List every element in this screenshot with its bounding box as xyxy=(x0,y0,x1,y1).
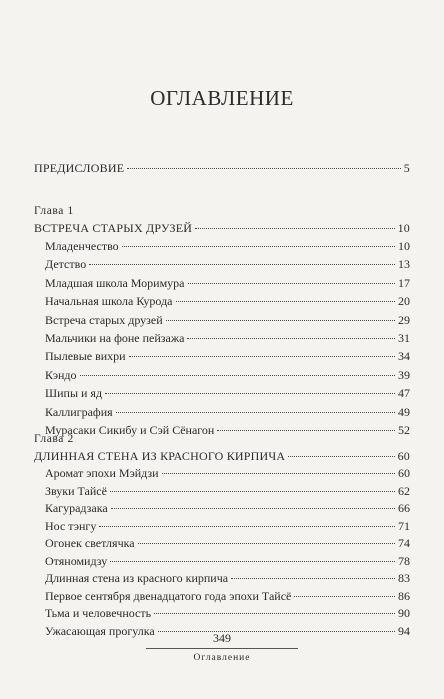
toc-label: Кэндо xyxy=(45,367,77,382)
dot-leader xyxy=(80,375,395,376)
toc-label: Огонек светлячка xyxy=(45,536,135,550)
toc-label: Длинная стена из красного кирпича xyxy=(45,571,229,585)
dot-leader xyxy=(99,526,395,527)
footer-divider xyxy=(146,648,298,649)
toc-label: Первое сентября двенадцатого года эпохи Тайсё xyxy=(45,588,292,603)
toc-page-number: 29 xyxy=(398,312,410,327)
toc-label: ВСТРЕЧА СТАРЫХ ДРУЗЕЙ xyxy=(34,221,193,235)
toc-entry[interactable] xyxy=(45,312,410,328)
toc-page-number: 71 xyxy=(398,518,410,533)
toc-label: ПРЕДИСЛОВИЕ xyxy=(34,161,125,175)
toc-entry[interactable] xyxy=(45,588,410,604)
toc-page-number: 39 xyxy=(398,367,410,382)
toc-label: ДЛИННАЯ СТЕНА ИЗ КРАСНОГО КИРПИЧА xyxy=(34,449,286,463)
toc-entry[interactable] xyxy=(45,518,410,534)
dot-leader xyxy=(187,338,395,339)
toc-page-number: 86 xyxy=(398,588,410,603)
toc-label: Младенчество xyxy=(45,239,119,253)
toc-entry[interactable] xyxy=(45,422,410,438)
toc-entry[interactable] xyxy=(45,385,410,401)
toc-page-number: 60 xyxy=(398,466,410,480)
toc-label: Мурасаки Сикибу и Сэй Сёнагон xyxy=(45,423,215,437)
toc-label: Звуки Тайсё xyxy=(45,483,107,498)
dot-leader xyxy=(105,393,395,394)
toc-entry[interactable] xyxy=(45,605,410,621)
toc-page-number: 62 xyxy=(398,483,410,498)
toc-label: Нос тэнгу xyxy=(45,518,97,533)
toc-label: Тьма и человечность xyxy=(45,606,152,620)
toc-page-number: 10 xyxy=(398,239,410,253)
toc-entry[interactable] xyxy=(45,535,410,551)
chapter-2-heading: Глава 2 xyxy=(34,433,74,445)
dot-leader xyxy=(217,430,395,431)
toc-page-number: 83 xyxy=(398,571,410,585)
dot-leader xyxy=(231,578,395,579)
toc-entry[interactable] xyxy=(45,256,410,272)
toc-label: Отяномидзу xyxy=(45,553,108,568)
dot-leader xyxy=(188,283,395,284)
toc-label: Встреча старых друзей xyxy=(45,312,163,327)
toc-page-number: 66 xyxy=(398,501,410,515)
toc-label: Кагурадзака xyxy=(45,501,108,515)
chapter-1-heading: Глава 1 xyxy=(34,205,74,217)
running-footer: Оглавление xyxy=(193,653,251,663)
toc-page-number: 47 xyxy=(398,386,410,401)
toc-page-number: 17 xyxy=(398,275,410,290)
dot-leader xyxy=(89,264,395,265)
toc-page-number: 34 xyxy=(398,349,410,364)
dot-leader xyxy=(110,561,395,562)
toc-entry[interactable] xyxy=(45,404,410,420)
dot-leader xyxy=(162,473,395,474)
toc-page-number: 5 xyxy=(403,161,410,175)
toc-page-number: 10 xyxy=(397,221,410,235)
toc-page-number: 49 xyxy=(398,404,410,419)
dot-leader xyxy=(288,456,394,457)
toc-entry-chapter-1[interactable] xyxy=(34,220,410,236)
toc-entry-chapter-2[interactable] xyxy=(34,448,410,464)
toc-label: Детство xyxy=(45,257,87,272)
toc-entry-preface[interactable] xyxy=(34,160,410,176)
dot-leader xyxy=(116,412,395,413)
toc-page-number: 74 xyxy=(398,536,410,550)
dot-leader xyxy=(154,613,395,614)
toc-entry[interactable] xyxy=(45,348,410,364)
page-number: 349 xyxy=(213,631,231,645)
dot-leader xyxy=(127,168,401,169)
dot-leader xyxy=(129,356,395,357)
toc-page-number: 13 xyxy=(398,257,410,272)
toc-label: Младшая школа Моримура xyxy=(45,275,185,290)
dot-leader xyxy=(166,320,395,321)
dot-leader xyxy=(122,246,395,247)
toc-page-number: 20 xyxy=(398,294,410,309)
toc-entry[interactable] xyxy=(45,238,410,254)
dot-leader xyxy=(176,301,395,302)
toc-label: Ужасающая прогулка xyxy=(45,623,155,638)
toc-entry[interactable] xyxy=(45,275,410,291)
toc-entry[interactable] xyxy=(45,465,410,481)
dot-leader xyxy=(138,543,395,544)
toc-entry[interactable] xyxy=(45,570,410,586)
toc-page-number: 31 xyxy=(398,331,410,345)
page-title: ОГЛАВЛЕНИЕ xyxy=(150,86,294,110)
dot-leader xyxy=(110,491,395,492)
toc-label: Шипы и яд xyxy=(45,386,103,401)
toc-label: Пылевые вихри xyxy=(45,349,126,364)
toc-page-number: 94 xyxy=(398,623,410,638)
toc-entry[interactable] xyxy=(45,330,410,346)
toc-label: Мальчики на фоне пейзажа xyxy=(45,331,185,345)
dot-leader xyxy=(195,228,394,229)
toc-entry[interactable] xyxy=(45,500,410,516)
toc-label: Аромат эпохи Мэйдзи xyxy=(45,466,159,480)
dot-leader xyxy=(294,596,395,597)
toc-entry[interactable] xyxy=(45,293,410,309)
toc-entry[interactable] xyxy=(45,553,410,569)
dot-leader xyxy=(111,508,395,509)
toc-label: Начальная школа Курода xyxy=(45,294,173,309)
toc-page-number: 60 xyxy=(397,449,410,463)
toc-entry[interactable] xyxy=(45,483,410,499)
toc-page-number: 78 xyxy=(398,553,410,568)
toc-page-number: 90 xyxy=(398,606,410,620)
toc-label: Каллиграфия xyxy=(45,404,113,419)
toc-page-number: 52 xyxy=(398,423,410,437)
toc-entry[interactable] xyxy=(45,367,410,383)
